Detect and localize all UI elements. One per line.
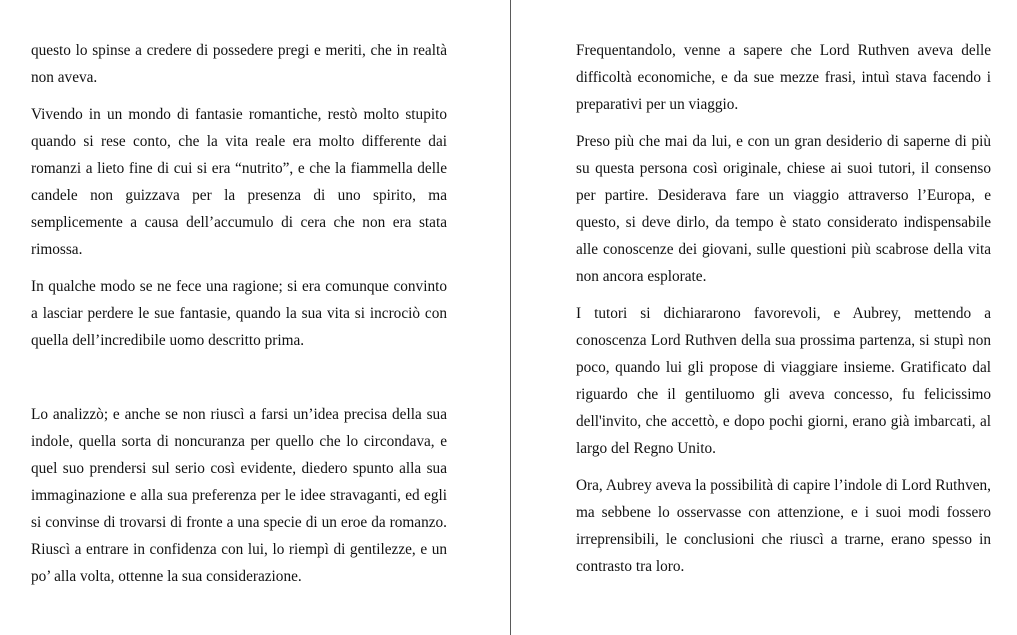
paragraph: Preso più che mai da lui, e con un gran desiderio di saperne di più su questa persona così originale, chiese ai suoi tutori, il consenso per partire. Desiderava fare un viaggio attraverso l’Europa, e questo, si deve dirlo, da tempo è stato considerato indispensabile alle conoscenze dei giovani, sulle questioni più scabrose della vita non ancora esplorate. (576, 133, 991, 285)
section-break (31, 364, 447, 401)
left-text-column (31, 37, 447, 600)
paragraph: I tutori si dichiararono favorevoli, e Aubrey, mettendo a conoscenza Lord Ruthven della sua prossima partenza, si stupì non poco, quando lui gli propose di viaggiare insieme. Gratificato dal riguardo che il gentiluomo gli aveva concesso, fu felicissimo dell'invito, che accettò, e dopo pochi giorni, erano già imbarcati, al largo del Regno Unito. (576, 305, 991, 457)
right-text-column (576, 37, 991, 590)
right-page (511, 0, 1017, 635)
paragraph: questo lo spinse a credere di possedere pregi e meriti, che in realtà non aveva. (31, 42, 447, 86)
paragraph: Frequentandolo, venne a sapere che Lord Ruthven aveva delle difficoltà economiche, e da sue mezze frasi, intuì stava facendo i preparativi per un viaggio. (576, 42, 991, 113)
paragraph: In qualche modo se ne fece una ragione; si era comunque convinto a lasciar perdere le sue fantasie, quando la sua vita si incrociò con quella dell’incredibile uomo descritto prima. (31, 278, 447, 349)
paragraph: Lo analizzò; e anche se non riuscì a farsi un’idea precisa della sua indole, quella sorta di noncuranza per quello che lo circondava, e quel suo prendersi sul serio così evidente, diedero spunto alla sua immaginazione e alla sua preferenza per le idee stravaganti, ed egli si convinse di trovarsi di fronte a una specie di un eroe da romanzo. Riuscì a entrare in confidenza con lui, lo riempì di gentilezze, e un po’ alla volta, ottenne la sua considerazione. (31, 406, 447, 585)
paragraph: Ora, Aubrey aveva la possibilità di capire l’indole di Lord Ruthven, ma sebbene lo osservasse con attenzione, e i suoi modi fossero irreprensibili, le conclusioni che riuscì a trarne, erano spesso in contrasto tra loro. (576, 477, 991, 575)
paragraph: Vivendo in un mondo di fantasie romantiche, restò molto stupito quando si rese conto, che la vita reale era molto differente dai romanzi a lieto fine di cui si era “nutrito”, e che la fiammella delle candele non guizzava per la presenza di uno spirito, ma semplicemente a causa dell’accumulo di cera che non era stata rimossa. (31, 106, 447, 258)
